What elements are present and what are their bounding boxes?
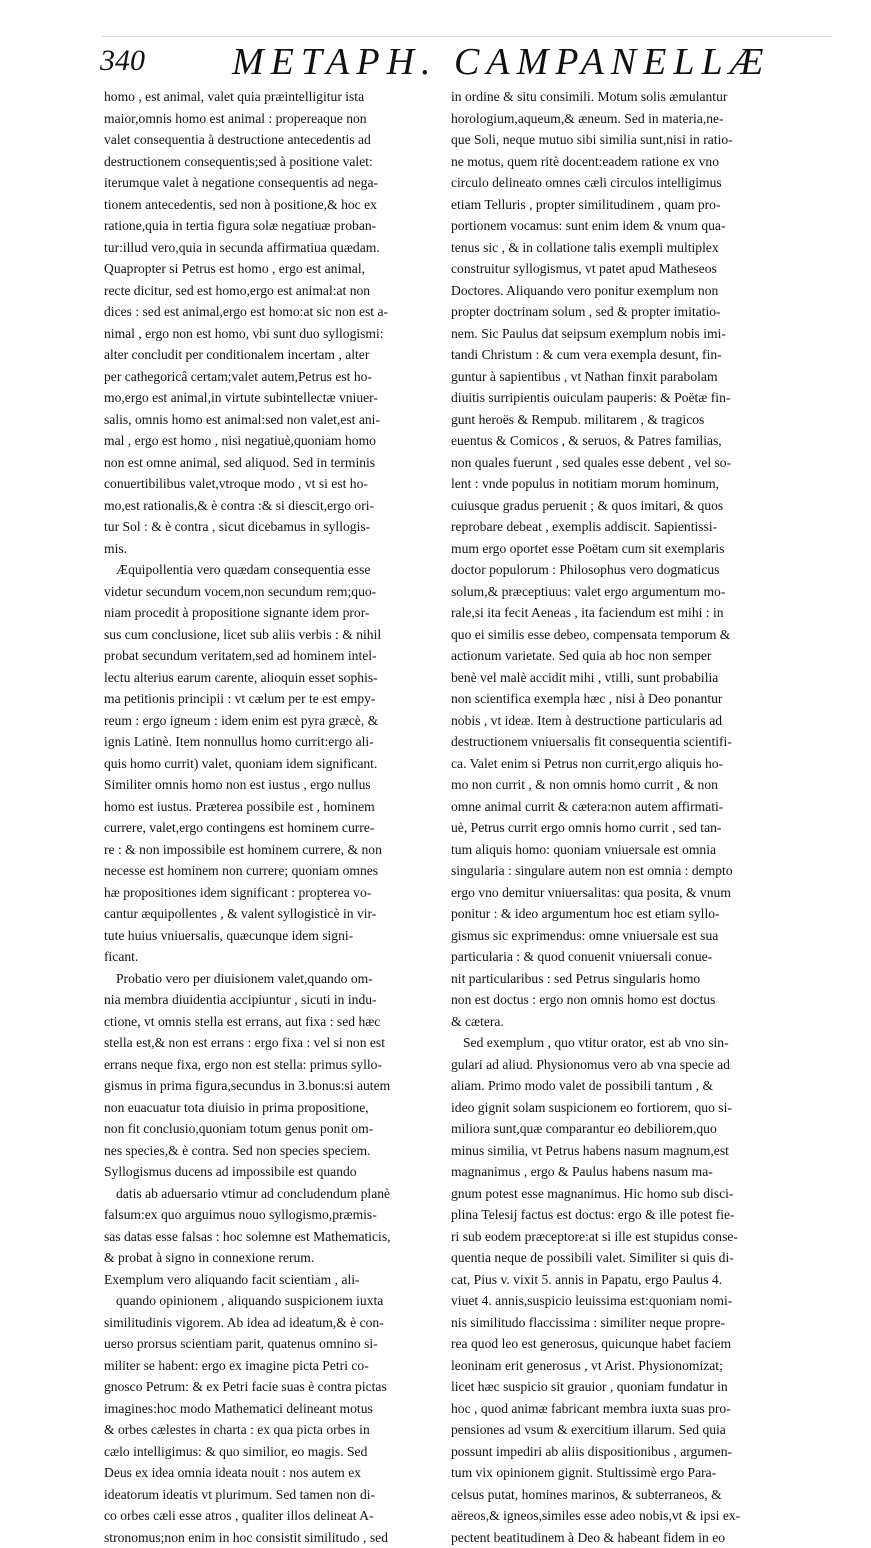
text-line: Deus ex idea omnia ideata nouit : nos autem ex — [104, 1462, 424, 1484]
text-line: rale,si ita fecit Aeneas , ita faciendum est mihi : in — [451, 602, 771, 624]
text-line: aëreos,& igneos,similes esse adeo nobis,vt & ipsi ex- — [451, 1505, 771, 1527]
text-line: quentia neque de possibili valet. Similiter si quis di- — [451, 1247, 771, 1269]
text-line: nia membra diuidentia accipiuntur , sicuti in indu- — [104, 989, 424, 1011]
text-line: mal , ergo est homo , nisi negatiuè,quoniam homo — [104, 430, 424, 452]
text-line: ri sub eodem præceptore:at si ille est stupidus conse- — [451, 1226, 771, 1248]
text-line: tenus sic , & in collatione talis exempli multiplex — [451, 237, 771, 259]
text-line: nit particularibus : sed Petrus singularis homo — [451, 968, 771, 990]
text-line: propter doctrinam solum , sed & propter imitatio- — [451, 301, 771, 323]
text-line: conuertibilibus valet,vtroque modo , vt si est ho- — [104, 473, 424, 495]
text-line: magnanimus , ergo & Paulus habens nasum ma- — [451, 1161, 771, 1183]
text-line: licet hæc suspicio sit grauior , quoniam fundatur in — [451, 1376, 771, 1398]
text-line: tur Sol : & è contra , sicut dicebamus in syllogis- — [104, 516, 424, 538]
text-line: valet consequentia à destructione antecedentis ad — [104, 129, 424, 151]
text-line: similitudinis vigorem. Ab idea ad ideatum,& è con- — [104, 1312, 424, 1334]
text-line: reprobare debeat , exemplis addiscit. Sapientissi- — [451, 516, 771, 538]
text-line: lectu alterius earum carente, alioquin esset sophis- — [104, 667, 424, 689]
text-line: necesse est hominem non currere; quoniam omnes — [104, 860, 424, 882]
text-line: salis, omnis homo est animal:sed non valet,est ani- — [104, 409, 424, 431]
text-line: solum,& præceptiuus: valet ergo argumentum mo- — [451, 581, 771, 603]
text-line: diuitis surripientis ouiculam pauperis: & Poëtæ fin- — [451, 387, 771, 409]
text-line: tionem antecedentis, sed non à positione,& hoc ex — [104, 194, 424, 216]
text-line: destructionem consequentis;sed à positione valet: — [104, 151, 424, 173]
text-line: particularia : & quod conuenit vniuersali conue- — [451, 946, 771, 968]
text-line: ideo gignit solam suspicionem eo fortiorem, quo si- — [451, 1097, 771, 1119]
text-line: gismus in prima figura,secundus in 3.bonus:si autem — [104, 1075, 424, 1097]
text-line: & orbes cælestes in charta : ex qua picta orbes in — [104, 1419, 424, 1441]
text-line: aliam. Primo modo valet de possibili tantum , & — [451, 1075, 771, 1097]
text-line: ctione, vt omnis stella est errans, aut fixa : sed hæc — [104, 1011, 424, 1033]
text-line: militer se habent: ergo ex imagine picta Petri co- — [104, 1355, 424, 1377]
text-line: tur:illud vero,quia in secunda affirmatiua quædam. — [104, 237, 424, 259]
text-line: sus cum conclusione, licet sub aliis verbis : & nihil — [104, 624, 424, 646]
text-line: leoninam erit generosus , vt Arist. Physionomizat; — [451, 1355, 771, 1377]
text-line: destructionem vniuersalis fit consequentia scientifi- — [451, 731, 771, 753]
text-line: ratione,quia in tertia figura solæ negatiuæ proban- — [104, 215, 424, 237]
text-line: Syllogismus ducens ad impossibile est quando — [104, 1161, 424, 1183]
text-line: falsum:ex quo arguimus nouo syllogismo,præmis- — [104, 1204, 424, 1226]
text-line: pensiones ad vsum & exercitium illarum. Sed quia — [451, 1419, 771, 1441]
text-line: homo , est animal, valet quia præintelligitur ista — [104, 86, 424, 108]
text-line: actionum varietate. Sed quia ab hoc non semper — [451, 645, 771, 667]
text-line: & probat à signo in connexione rerum. — [104, 1247, 424, 1269]
text-line: currere, valet,ergo contingens est hominem curre- — [104, 817, 424, 839]
text-line: homo est iustus. Præterea possibile est , hominem — [104, 796, 424, 818]
text-line: circulo delineato omnes cæli circulos intelligimus — [451, 172, 771, 194]
text-line: Exemplum vero aliquando facit scientiam , ali- — [104, 1269, 424, 1291]
text-line: maior,omnis homo est animal : propereaque non — [104, 108, 424, 130]
text-line: cat, Pius v. vixit 5. annis in Papatu, ergo Paulus 4. — [451, 1269, 771, 1291]
text-line: quando opinionem , aliquando suspicionem iuxta — [104, 1290, 424, 1312]
text-line: mo,ergo est animal,in virtute subintellectæ vniuer- — [104, 387, 424, 409]
text-line: non est omne animal, sed aliquod. Sed in terminis — [104, 452, 424, 474]
text-line: videtur secundum vocem,non secundum rem;quo- — [104, 581, 424, 603]
text-line: co orbes cæli esse atros , qualiter illos delineat A- — [104, 1505, 424, 1527]
text-line: datis ab aduersario vtimur ad concludendum planè — [104, 1183, 424, 1205]
text-line: rea quod leo est generosus, quicunque habet faciem — [451, 1333, 771, 1355]
text-line: ne motus, quem ritè docent:eadem ratione ex vno — [451, 151, 771, 173]
text-line: stronomus;non enim in hoc consistit similitudo , sed — [104, 1527, 424, 1548]
text-line: cantur æquipollentes , & valent syllogisticè in vir- — [104, 903, 424, 925]
text-line: in ordine & situ consimili. Motum solis æmulantur — [451, 86, 771, 108]
text-line: plina Telesij factus est doctus: ergo & ille potest fie- — [451, 1204, 771, 1226]
text-line: doctor populorum : Philosophus vero dogmaticus — [451, 559, 771, 581]
text-line: celsus putat, homines marinos, & subterraneos, & — [451, 1484, 771, 1506]
text-line: miliora sunt,quæ comparantur eo debiliorem,quo — [451, 1118, 771, 1140]
text-line: Doctores. Aliquando vero ponitur exemplum non — [451, 280, 771, 302]
text-line: nimal , ergo non est homo, vbi sunt duo syllogismi: — [104, 323, 424, 345]
text-line: singularia : singulare autem non est omnia : dempto — [451, 860, 771, 882]
text-line: lent : vnde populus in notitiam morum hominum, — [451, 473, 771, 495]
text-line: gnum potest esse magnanimus. Hic homo sub disci- — [451, 1183, 771, 1205]
text-line: gunt heroës & Rempub. militarem , & tragicos — [451, 409, 771, 431]
text-line: nem. Sic Paulus dat seipsum exemplum nobis imi- — [451, 323, 771, 345]
text-line: tute huius vniuersalis, quæcunque idem signi- — [104, 925, 424, 947]
text-line: dices : sed est animal,ergo est homo:at sic non est a- — [104, 301, 424, 323]
text-line: pectent beatitudinem à Deo & habeant fidem in eo — [451, 1527, 771, 1548]
text-line: ma petitionis principii : vt cælum per te est empy- — [104, 688, 424, 710]
text-line: non scientifica exempla hæc , nisi à Deo ponantur — [451, 688, 771, 710]
text-line: & cætera. — [451, 1011, 771, 1033]
text-line: viuet 4. annis,suspicio leuissima est:quoniam nomi- — [451, 1290, 771, 1312]
text-line: probat secundum veritatem,sed ad hominem intel- — [104, 645, 424, 667]
text-line: nobis , vt ideæ. Item à destructione particularis ad — [451, 710, 771, 732]
text-line: hoc , quod animæ fabricant membra iuxta suas pro- — [451, 1398, 771, 1420]
text-line: cælo intelligimus: & quo similior, eo magis. Sed — [104, 1441, 424, 1463]
text-line: imagines:hoc modo Mathematici delineant motus — [104, 1398, 424, 1420]
text-line: quis homo currit) valet, quoniam idem significant. — [104, 753, 424, 775]
page-number: 340 — [100, 44, 145, 78]
text-line: Similiter omnis homo non est iustus , ergo nullus — [104, 774, 424, 796]
text-line: ficant. — [104, 946, 424, 968]
text-line: non quales fuerunt , sed quales esse debent , vel so- — [451, 452, 771, 474]
text-line: portionem vocamus: sunt enim idem & vnum qua- — [451, 215, 771, 237]
text-line: re : & non impossibile est hominem currere, & non — [104, 839, 424, 861]
text-line: nis similitudo flaccissima : similiter neque propre- — [451, 1312, 771, 1334]
text-line: ignis Latinè. Item nonnullus homo currit:ergo ali- — [104, 731, 424, 753]
text-line: omne animal currit & cætera:non autem affirmati- — [451, 796, 771, 818]
text-line: uerso prorsus scientiam parit, quatenus omnino si- — [104, 1333, 424, 1355]
page-header — [100, 38, 820, 90]
text-line: etiam Telluris , propter similitudinem , quam pro- — [451, 194, 771, 216]
text-line: minus similia, vt Petrus habens nasum magnum,est — [451, 1140, 771, 1162]
text-line: reum : ergo igneum : idem enim est pyra græcè, & — [104, 710, 424, 732]
text-line: iterumque valet à negatione consequentis ad nega- — [104, 172, 424, 194]
text-line: mo,est rationalis,& è contra :& si diescit,ergo ori- — [104, 495, 424, 517]
running-title: METAPH. CAMPANELLÆ — [232, 40, 770, 84]
top-edge-line — [102, 36, 832, 37]
text-line: ergo vno demitur vniuersalitas: qua posita, & vnum — [451, 882, 771, 904]
text-line: guntur à sapientibus , vt Nathan finxit parabolam — [451, 366, 771, 388]
text-line: per cathegoricâ certam;valet autem,Petrus est ho- — [104, 366, 424, 388]
text-line: Quapropter si Petrus est homo , ergo est animal, — [104, 258, 424, 280]
text-line: Probatio vero per diuisionem valet,quando om- — [104, 968, 424, 990]
text-line: ponitur : & ideo argumentum hoc est etiam syllo- — [451, 903, 771, 925]
text-line: Æquipollentia vero quædam consequentia esse — [104, 559, 424, 581]
text-line: alter concludit per conditionalem incertam , alter — [104, 344, 424, 366]
text-line: gismus sic exprimendus: omne vniuersale est sua — [451, 925, 771, 947]
left-text-column — [104, 86, 424, 1548]
text-line: nes species,& è contra. Sed non species speciem. — [104, 1140, 424, 1162]
text-line: horologium,aqueum,& æneum. Sed in materia,ne- — [451, 108, 771, 130]
text-line: recte dicitur, sed est homo,ergo est animal:at non — [104, 280, 424, 302]
text-line: ca. Valet enim si Petrus non currit,ergo aliquis ho- — [451, 753, 771, 775]
text-line: que Soli, neque mutuo sibi similia sunt,nisi in ratio- — [451, 129, 771, 151]
text-line: non fit conclusio,quoniam totum genus ponit om- — [104, 1118, 424, 1140]
text-line: gnosco Petrum: & ex Petri facie suas è contra pictas — [104, 1376, 424, 1398]
text-line: Sed exemplum , quo vtitur orator, est ab vno sin- — [451, 1032, 771, 1054]
text-line: tum vix opinionem gignit. Stultissimè ergo Para- — [451, 1462, 771, 1484]
text-line: benè vel malè accidit mihi , vtilli, sunt probabilia — [451, 667, 771, 689]
text-line: mis. — [104, 538, 424, 560]
text-line: tandi Christum : & cum vera exempla desunt, fin- — [451, 344, 771, 366]
text-line: errans neque fixa, ergo non est stella: primus syllo- — [104, 1054, 424, 1076]
text-line: stella est,& non est errans : ergo fixa : vel si non est — [104, 1032, 424, 1054]
text-line: hæ propositiones idem significant : propterea vo- — [104, 882, 424, 904]
text-line: niam procedit à propositione signante idem pror- — [104, 602, 424, 624]
right-text-column — [451, 86, 771, 1548]
text-line: mo non currit , & non omnis homo currit , & non — [451, 774, 771, 796]
text-line: cuiusque gradus peruenit ; & quos imitari, & quos — [451, 495, 771, 517]
text-line: possunt impediri ab aliis dispositionibus , argumen- — [451, 1441, 771, 1463]
text-line: tum aliquis homo: quoniam vniuersale est omnia — [451, 839, 771, 861]
text-line: gulari ad aliud. Physionomus vero ab vna specie ad — [451, 1054, 771, 1076]
text-line: sas datas esse falsas : hoc solemne est Mathematicis, — [104, 1226, 424, 1248]
text-line: non est doctus : ergo non omnis homo est doctus — [451, 989, 771, 1011]
text-line: uè, Petrus currit ergo omnis homo currit , sed tan- — [451, 817, 771, 839]
text-line: ideatorum ideatis vt plurimum. Sed tamen non di- — [104, 1484, 424, 1506]
text-line: construitur syllogismus, vt patet apud Matheseos — [451, 258, 771, 280]
text-line: quo ei similis esse debeo, compensata temporum & — [451, 624, 771, 646]
text-line: mum ergo oportet esse Poëtam cum sit exemplaris — [451, 538, 771, 560]
text-line: euentus & Comicos , & seruos, & Patres familias, — [451, 430, 771, 452]
text-line: non euacuatur tota diuisio in prima propositione, — [104, 1097, 424, 1119]
